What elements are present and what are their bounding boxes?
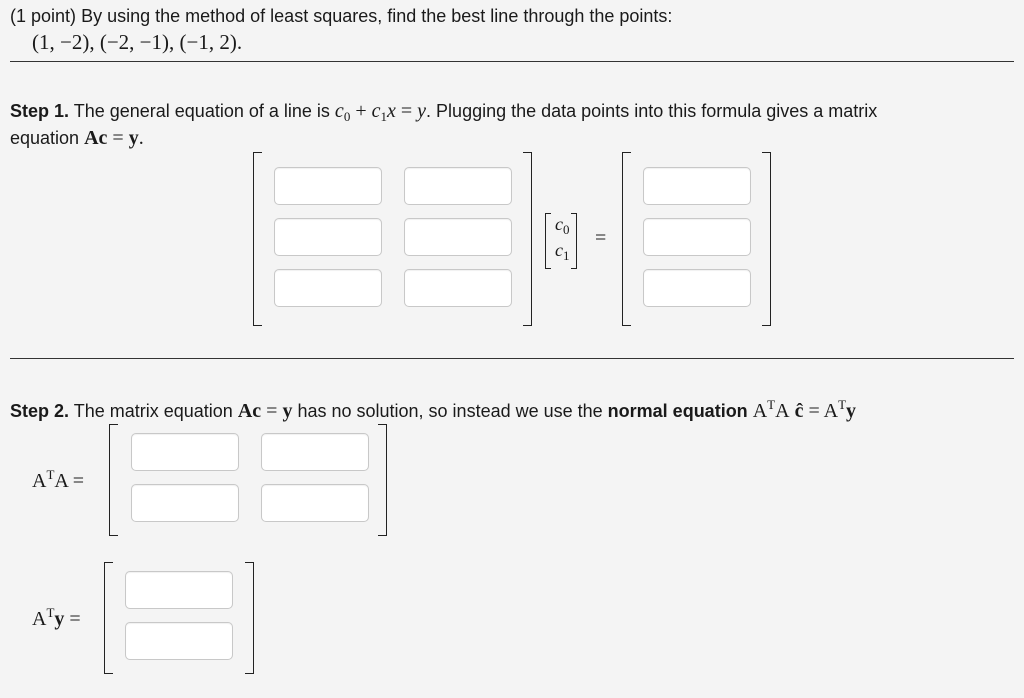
matrix-A-right-bracket: [523, 152, 532, 326]
step2-text-b: has no solution, so instead we use the: [297, 401, 603, 421]
ATy-row1-input[interactable]: [125, 571, 233, 609]
ATA-left-bracket: [109, 424, 118, 536]
vector-c-left-bracket: [545, 213, 551, 269]
A-row2-col1-input[interactable]: [274, 218, 382, 256]
step2-text-a: The matrix equation: [73, 401, 233, 421]
normal-T: T: [767, 397, 776, 412]
ATy-label: [32, 605, 81, 631]
step2-equals: =: [266, 400, 278, 422]
step1-text-b: . Plugging the data points into this formula gives a matrix: [426, 101, 878, 121]
y-row3-input[interactable]: [643, 269, 751, 307]
ATy-T: T: [46, 605, 55, 620]
ATA-label: [32, 467, 85, 493]
ATA-row1-col2-input[interactable]: [261, 433, 369, 471]
matrix-equals-sign: =: [595, 227, 607, 249]
A-row1-col1-input[interactable]: [274, 167, 382, 205]
vec-c0-subscript: 0: [563, 222, 570, 237]
equals-sign-2: =: [112, 127, 124, 149]
normal-equals: =: [808, 400, 820, 422]
period: .: [138, 127, 144, 149]
plus-sign: +: [355, 100, 367, 122]
c0-symbol: c: [334, 100, 344, 122]
ATy-right-bracket: [245, 562, 254, 674]
Ac-symbol: Ac: [84, 127, 108, 149]
ATy-y: y: [54, 608, 65, 630]
y-row1-input[interactable]: [643, 167, 751, 205]
divider-top: [10, 61, 1014, 62]
step1-text-line1: [10, 100, 878, 124]
vector-y-left-bracket: [622, 152, 631, 326]
vec-c0-symbol: c: [555, 214, 563, 234]
normal-T2: T: [838, 397, 847, 412]
step2-matrix-eq: [238, 400, 293, 422]
problem-prompt: By using the method of least squares, find the best line through the points:: [81, 6, 673, 26]
data-points: (1, −2), (−2, −1), (−1, 2).: [32, 30, 243, 54]
normal-equation-label: normal equation: [607, 401, 748, 421]
ATy-A: A: [32, 608, 47, 630]
ATy-left-bracket: [104, 562, 113, 674]
y-row2-input[interactable]: [643, 218, 751, 256]
c0-subscript: 0: [343, 109, 351, 124]
vec-c1-symbol: c: [555, 240, 563, 260]
c1-symbol: c: [371, 100, 381, 122]
line-equation: [335, 100, 426, 122]
A-row3-col1-input[interactable]: [274, 269, 382, 307]
normal-equation: [752, 397, 857, 422]
vec-c1-subscript: 1: [563, 248, 570, 263]
A-row3-col2-input[interactable]: [404, 269, 512, 307]
ATA-row2-col1-input[interactable]: [131, 484, 239, 522]
ATy-equals: =: [69, 608, 81, 630]
ATA-T: T: [46, 467, 55, 482]
ATA-equals: =: [72, 470, 85, 492]
normal-A: A: [752, 400, 768, 422]
normal-y: y: [846, 400, 857, 422]
ATA-right-bracket: [378, 424, 387, 536]
step1-label: Step 1.: [10, 101, 70, 121]
matrix-A-left-bracket: [253, 152, 262, 326]
normal-A2: A: [775, 400, 790, 422]
matrix-equation-inline: [84, 127, 144, 149]
vector-c1: [555, 240, 570, 261]
step2-y-symbol: y: [282, 400, 293, 422]
problem-statement: [10, 6, 672, 26]
y-symbol: y: [417, 100, 427, 122]
equals-sign: =: [400, 100, 413, 122]
points-label: (1 point): [10, 6, 77, 26]
step2-label: Step 2.: [10, 401, 70, 421]
normal-A3: A: [823, 400, 839, 422]
ATy-row2-input[interactable]: [125, 622, 233, 660]
step1-text-line2: [10, 128, 144, 148]
step1-text-c: equation: [10, 128, 80, 148]
c1-subscript: 1: [380, 109, 387, 124]
x-symbol: x: [386, 100, 396, 122]
ATA-A: A: [32, 470, 47, 492]
A-row1-col2-input[interactable]: [404, 167, 512, 205]
vector-c-right-bracket: [571, 213, 577, 269]
y-bold-symbol: y: [128, 127, 139, 149]
step2-Ac-symbol: Ac: [237, 400, 262, 422]
vector-y-right-bracket: [762, 152, 771, 326]
step1-text-a: The general equation of a line is: [73, 101, 330, 121]
divider-middle: [10, 358, 1014, 359]
ATA-row1-col1-input[interactable]: [131, 433, 239, 471]
step2-text: [10, 397, 857, 422]
ATA-row2-col2-input[interactable]: [261, 484, 369, 522]
A-row2-col2-input[interactable]: [404, 218, 512, 256]
ATA-A2: A: [54, 470, 68, 492]
normal-chat: ĉ: [794, 400, 804, 422]
vector-c0: [555, 214, 570, 235]
